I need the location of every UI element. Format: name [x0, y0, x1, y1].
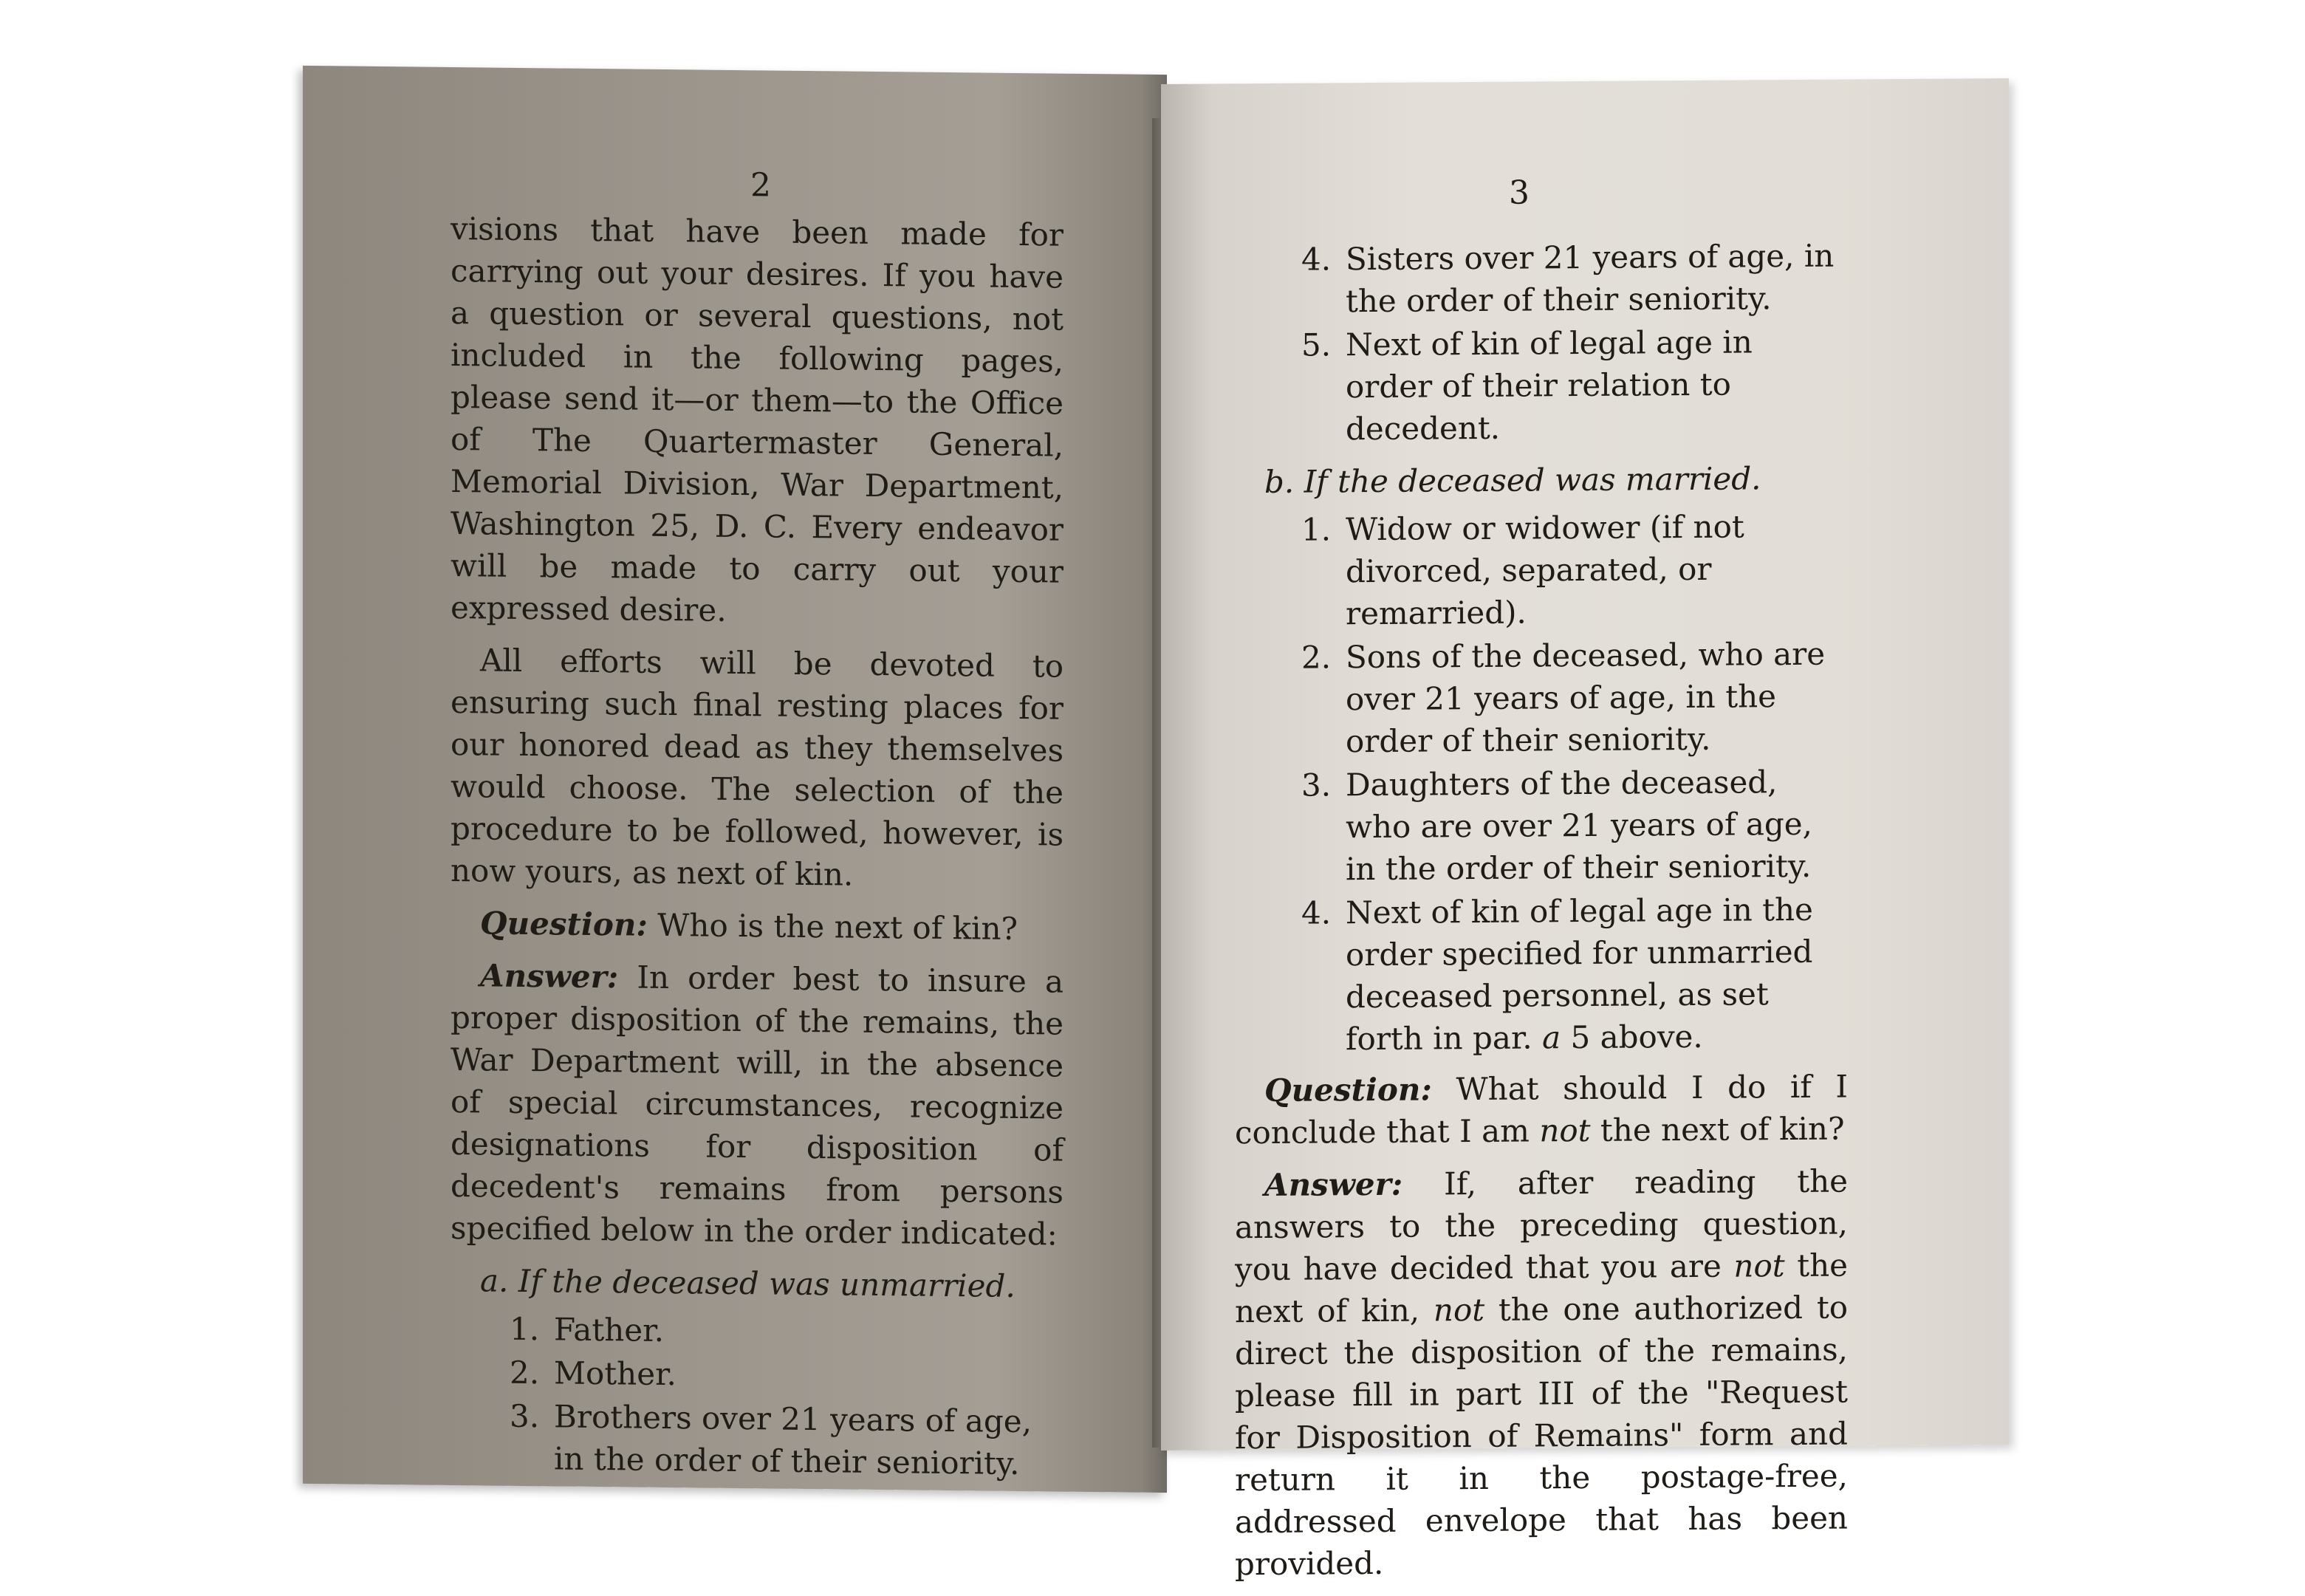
answer-label: Answer:	[480, 957, 619, 996]
question-label: Question:	[1264, 1071, 1432, 1109]
list-item-number: 5.	[1301, 326, 1332, 363]
list-item-text: Sons of the deceased, who are over 21 years of age, in the order of their seniority.	[1346, 635, 1826, 760]
list-item-number: 4.	[1301, 894, 1332, 931]
answer	[1235, 1160, 1848, 1586]
list-item-text	[1346, 888, 1848, 1061]
list-item-text: Daughters of the deceased, who are over 21 years of age, in the order of their seniority.	[1346, 764, 1812, 888]
list-item-number: 3.	[1301, 767, 1332, 804]
section-heading-b: b. If the deceased was married.	[1264, 460, 1761, 501]
question-label: Question:	[480, 905, 648, 943]
left-page-text	[451, 208, 1064, 1494]
page-number: 3	[1509, 174, 1530, 212]
list-item-text-main: Next of kin of legal age in the order specified for unmarried deceased personnel, as set forth in par.	[1346, 891, 1813, 1058]
list-item-text: Brothers over 21 years of age, in the order of their seniority.	[554, 1398, 1032, 1482]
question-text: What should I do if I conclude that I am	[1235, 1068, 1848, 1151]
list-item	[1301, 761, 1848, 891]
answer-text: the one authorized to direct the disposition of the remains, please fill in part III of the "Request for Disposition of Remains" form and return it in the postage-free, addressed envelope that has been provided.	[1235, 1289, 1848, 1583]
question	[451, 902, 1064, 951]
answer-emphasis: not	[1433, 1291, 1485, 1329]
question	[1235, 1066, 1848, 1154]
left-page	[303, 66, 1167, 1493]
list-item	[1301, 633, 1848, 763]
list-item-text: Mother.	[554, 1354, 677, 1393]
list-married	[1235, 505, 1848, 1061]
answer-text: In order best to insure a proper disposition of the remains, the War Department will, in the absence of special circumstances, recognize designations for disposition of decedent's remains from persons specified below in the order indicated:	[451, 959, 1064, 1253]
right-page	[1161, 78, 2009, 1583]
list-item-text: Sisters over 21 years of age, in the order of their seniority.	[1346, 237, 1835, 320]
question-text: Who is the next of kin?	[657, 906, 1018, 948]
list-item-number: 4.	[1301, 241, 1332, 278]
list-item-number: 1.	[1301, 511, 1332, 548]
list-item-text: Father.	[554, 1311, 664, 1349]
list-item	[510, 1352, 1064, 1399]
list-item-number: 2.	[510, 1354, 540, 1391]
section-heading-a: a. If the deceased was unmarried.	[480, 1262, 1015, 1304]
list-item	[1301, 235, 1848, 323]
answer-emphasis: not	[1733, 1247, 1785, 1284]
paragraph: visions that have been made for carrying out your desires. If you have a question or several questions, not included in the following pages, please send it—or them—to the Office of The Quartermaster General, Memorial Division, War Department, Washington 25, D. C. Every endeavor will be made to carry out your expressed desire.	[451, 210, 1064, 629]
list-item	[1301, 505, 1848, 635]
right-page-text	[1235, 235, 1848, 1596]
answer-text: If, after reading the answers to the preceding question, you have decided that you are	[1235, 1162, 1848, 1288]
question-emphasis: not	[1539, 1112, 1591, 1149]
paragraph: All efforts will be devoted to ensuring such final resting places for our honored dead as they themselves would choose. The selection of the procedure to be followed, however, is now yours, as next of kin.	[451, 642, 1064, 893]
list-item	[510, 1308, 1064, 1355]
answer	[451, 954, 1064, 1256]
list-unmarried-continued	[1235, 235, 1848, 451]
question-text: the next of kin?	[1600, 1110, 1845, 1148]
page-number: 2	[750, 166, 771, 205]
list-unmarried	[451, 1307, 1064, 1485]
list-item-number: 3.	[510, 1397, 540, 1435]
list-item-number: 2.	[1301, 639, 1332, 676]
list-item-text-tail: 5 above.	[1570, 1018, 1703, 1056]
list-item-text: Next of kin of legal age in order of their relation to decedent.	[1346, 323, 1753, 448]
list-item-text: Widow or widower (if not divorced, separated, or remarried).	[1346, 508, 1744, 632]
list-item	[1301, 888, 1848, 1061]
paragraph-reference: a	[1542, 1019, 1561, 1056]
answer-text: the next of kin,	[1235, 1247, 1848, 1330]
list-item	[1301, 321, 1848, 451]
list-item	[510, 1395, 1064, 1484]
list-item-number: 1.	[510, 1310, 540, 1348]
answer-label: Answer:	[1264, 1165, 1403, 1204]
